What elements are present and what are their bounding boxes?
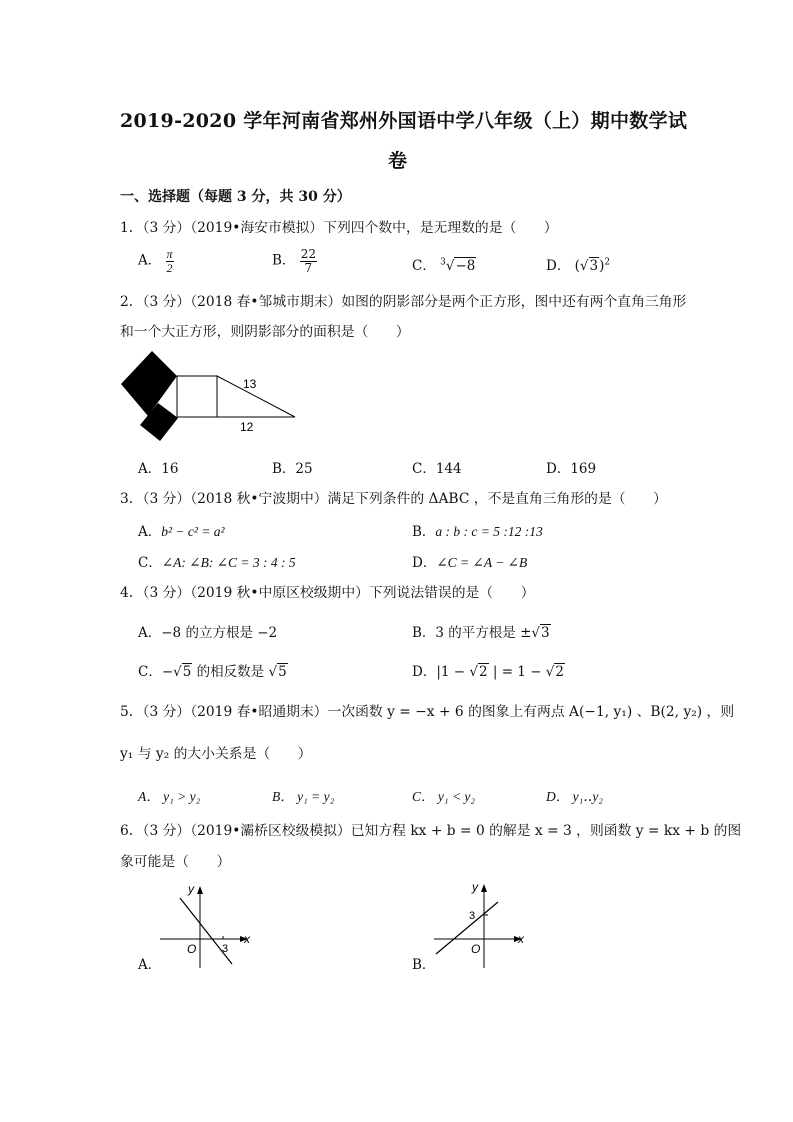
question-2-option-d: D．169 xyxy=(546,461,597,477)
radicand: 2 xyxy=(555,664,564,680)
radical-sign: √ xyxy=(545,664,555,680)
fraction xyxy=(300,248,317,274)
question-6-graph-b xyxy=(432,878,532,970)
option-label: D． xyxy=(412,555,437,571)
radicand: −8 xyxy=(455,258,476,274)
radicand: 5 xyxy=(278,664,287,680)
option-expression: a : b : c = 5 :12 :13 xyxy=(435,524,543,539)
question-1-option-d xyxy=(546,254,610,274)
radical-sign: √ xyxy=(531,625,541,641)
shaded-square-large xyxy=(121,351,177,416)
page-title: 2019-2020 学年河南省郑州外国语中学八年级（上）期中数学试 xyxy=(120,110,688,132)
question-4-option-d xyxy=(412,660,565,680)
origin-label: O xyxy=(471,942,481,956)
option-label: A． xyxy=(138,524,162,540)
question-1-stem: 1．（3 分）（2019•海安市模拟）下列四个数中，是无理数的是（ ） xyxy=(120,220,558,236)
middle-square xyxy=(177,376,217,417)
question-1-option-c xyxy=(412,254,476,274)
denominator: 7 xyxy=(300,261,317,275)
option-label: C． xyxy=(412,258,436,274)
question-6-graph-a xyxy=(158,880,258,970)
question-1-option-b xyxy=(272,248,317,274)
radical-sign: √ xyxy=(579,258,589,274)
root-index: 3 xyxy=(440,257,446,268)
axis-x-label: x xyxy=(244,932,250,946)
question-6-stem-line1: 6．（3 分）（2019•灞桥区校级模拟）已知方程 kx + b = 0 的解是 x = 3 ，则函数 y = kx + b 的图 xyxy=(120,823,742,839)
axis-x-label: x xyxy=(518,932,524,946)
question-6-option-b-label: B． xyxy=(412,957,436,973)
paren: ) xyxy=(599,258,605,274)
question-2-stem-line2: 和一个大正方形，则阴影部分的面积是（ ） xyxy=(120,324,410,340)
radical-sign: √ xyxy=(173,664,182,680)
section-heading: 一、选择题（每题 3 分，共 30 分） xyxy=(120,189,351,205)
page-title-continued: 卷 xyxy=(388,150,408,172)
question-5-stem-line2: y₁ 与 y₂ 的大小关系是（ ） xyxy=(120,746,312,762)
question-3-option-d xyxy=(412,551,527,571)
question-2-option-a: A．16 xyxy=(138,461,179,477)
graph-line xyxy=(436,902,498,954)
option-text: 3 的平方根是 ± xyxy=(435,625,532,641)
option-label: C． xyxy=(138,555,162,571)
question-4-option-a xyxy=(138,621,277,641)
numerator: π xyxy=(166,247,173,261)
minus-sign: − xyxy=(161,664,174,680)
axis-y-label: y xyxy=(188,882,194,896)
radicand: 3 xyxy=(541,625,550,641)
option-expression: b² − c² = a² xyxy=(161,524,225,539)
question-3-option-b xyxy=(412,520,543,540)
denominator: 2 xyxy=(166,260,173,275)
question-5-option-d: D． y₁‥y₂ xyxy=(546,789,603,804)
radicand: 2 xyxy=(478,664,488,680)
question-5-option-a: A． y₁ > y₂ xyxy=(138,789,201,804)
question-5-option-b: B． y₁ = y₂ xyxy=(272,789,335,804)
option-expression: ∠C = ∠A − ∠B xyxy=(436,555,528,570)
option-text: −8 的立方根是 −2 xyxy=(161,625,278,641)
question-3-option-a xyxy=(138,520,225,540)
option-text: | = 1 − xyxy=(488,664,546,680)
radical-sign: √ xyxy=(445,258,455,274)
question-2-option-c: C．144 xyxy=(412,461,462,477)
question-1-option-a xyxy=(138,248,174,274)
option-label: B． xyxy=(412,625,436,641)
paren: ( xyxy=(574,258,580,274)
question-5-stem-line1: 5．（3 分）（2019 春•昭通期末）一次函数 y = −x + 6 的图象上有两点 A(−1, y₁) 、B(2, y₂) ，则 xyxy=(120,704,735,720)
intercept-label: 3 xyxy=(222,943,229,955)
question-4-option-c xyxy=(138,660,288,680)
exponent: 2 xyxy=(604,257,611,268)
numerator: 22 xyxy=(300,247,316,261)
radicand: 3 xyxy=(589,258,599,274)
question-6-option-a-label: A． xyxy=(138,957,162,973)
radicand: 5 xyxy=(182,664,192,680)
option-label: B． xyxy=(412,524,436,540)
option-label: D． xyxy=(546,258,571,274)
question-5-option-c: C． y₁ < y₂ xyxy=(412,789,476,804)
question-3-stem: 3．（3 分）（2018 秋•宁波期中）满足下列条件的 ΔABC ，不是直角三角形的是（ ） xyxy=(120,491,667,507)
option-label: A． xyxy=(138,625,162,641)
radical-sign: √ xyxy=(268,664,278,680)
option-text: 的相反数是 xyxy=(192,664,269,680)
label-13: 13 xyxy=(243,377,257,391)
question-6-stem-line2: 象可能是（ ） xyxy=(120,854,231,870)
fraction xyxy=(166,248,174,274)
label-12: 12 xyxy=(240,420,254,434)
question-2-stem-line1: 2．（3 分）（2018 春•邹城市期末）如图的阴影部分是两个正方形，图中还有两个直角三角形 xyxy=(120,294,687,310)
option-text: |1 − xyxy=(436,664,470,680)
option-label: A． xyxy=(138,252,162,269)
question-4-option-b xyxy=(412,621,551,641)
axis-y-label: y xyxy=(472,880,478,894)
question-3-option-c xyxy=(138,551,296,571)
option-label: B． xyxy=(272,252,296,269)
option-expression: ∠A: ∠B: ∠C = 3 : 4 : 5 xyxy=(161,555,296,570)
question-4-stem: 4．（3 分）（2019 秋•中原区校级期中）下列说法错误的是（ ） xyxy=(120,585,535,601)
radical-sign: √ xyxy=(469,664,478,680)
option-label: D． xyxy=(412,664,437,680)
option-label: C． xyxy=(138,664,162,680)
question-2-option-b: B．25 xyxy=(272,461,313,477)
intercept-label: 3 xyxy=(469,910,476,922)
question-2-figure xyxy=(115,345,305,450)
origin-label: O xyxy=(187,942,197,956)
